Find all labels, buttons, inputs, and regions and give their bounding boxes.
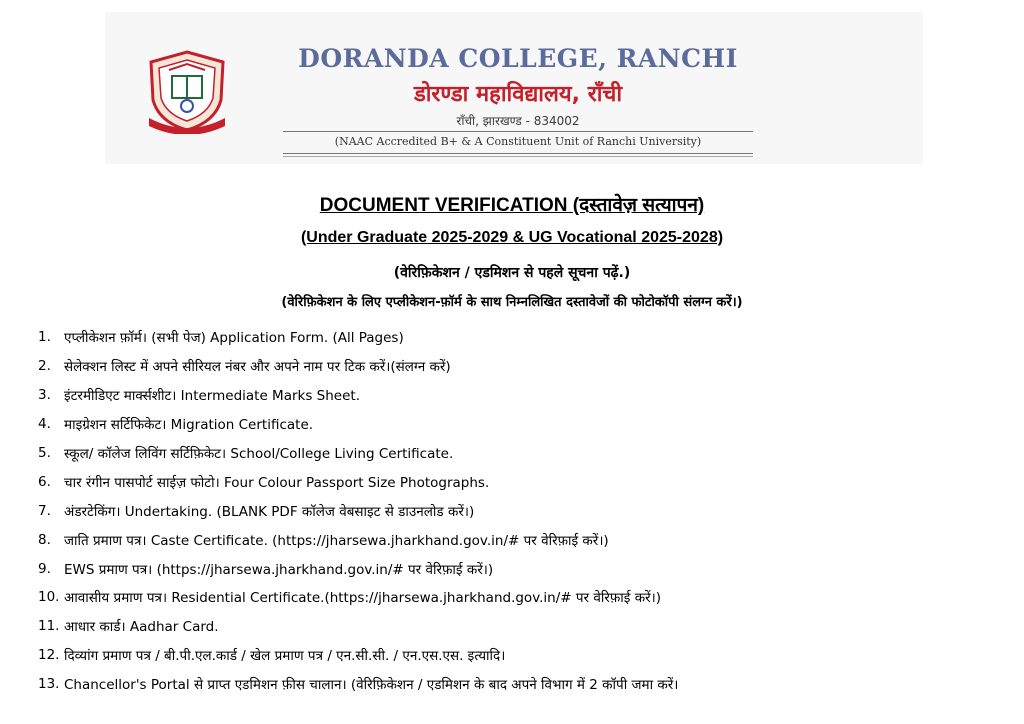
item-text: सेलेक्शन लिस्ट में अपने सीरियल नंबर और अपने नाम पर टिक करें।(संलग्न करें) <box>64 359 451 376</box>
item-number: 6. <box>38 473 51 490</box>
list-item <box>38 439 998 468</box>
notice-subtitle <box>0 229 1024 247</box>
list-item <box>38 496 998 525</box>
item-text: जाति प्रमाण पत्र। Caste Certificate. (https://jharsewa.jharkhand.gov.in/# पर वेरिफ़ाई करें।) <box>64 532 609 549</box>
list-item <box>38 381 998 410</box>
item-number: 1. <box>38 329 51 346</box>
college-name-hindi: डोरण्डा महाविद्यालय, राँची <box>413 82 623 107</box>
item-text: माइग्रेशन सर्टिफिकेट। Migration Certificate. <box>64 417 314 434</box>
item-text: Chancellor's Portal से प्राप्त एडमिशन फ़ीस चालान। (वेरिफ़िकेशन / एडमिशन के बाद अपने विभाग में 2 कॉपी जमा करें। <box>64 677 679 694</box>
item-number: 2. <box>38 358 51 375</box>
list-item <box>38 670 998 699</box>
header-divider <box>283 156 753 157</box>
item-number: 9. <box>38 560 51 577</box>
item-text: स्कूल/ कॉलेज लिविंग सर्टिफ़िकेट। School/College Living Certificate. <box>64 446 454 462</box>
item-number: 13. <box>38 676 60 693</box>
list-item <box>38 525 998 554</box>
item-number: 7. <box>38 502 51 519</box>
notice-instruction: (वेरिफ़िकेशन / एडमिशन से पहले सूचना पढ़ें.) <box>393 265 631 281</box>
college-letterhead <box>105 12 923 164</box>
item-text: इंटरमीडिएट मार्क्सशीट। Intermediate Marks Sheet. <box>64 388 360 405</box>
notice-subtitle-text: (Under Graduate 2025-2029 & UG Vocational 2025-2028) <box>300 229 724 246</box>
list-item <box>38 554 998 583</box>
list-item <box>38 467 998 496</box>
item-text: आवासीय प्रमाण पत्र। Residential Certificate.(https://jharsewa.jharkhand.gov.in/# पर वेरिफ़ाई करें।) <box>64 590 661 607</box>
college-address: राँची, झारखण्ड - 834002 <box>456 114 580 128</box>
list-item <box>38 641 998 670</box>
header-divider <box>283 153 753 154</box>
college-name-english: DORANDA COLLEGE, RANCHI <box>298 44 738 73</box>
item-number: 12. <box>38 647 60 664</box>
item-text: दिव्यांग प्रमाण पत्र / बी.पी.एल.कार्ड / खेल प्रमाण पत्र / एन.सी.सी. / एन.एस.एस. इत्यादि। <box>64 648 506 665</box>
list-item <box>38 352 998 381</box>
accreditation-line: (NAAC Accredited B+ & A Constituent Unit of Ranchi University) <box>334 135 702 148</box>
list-item <box>38 323 998 352</box>
list-item <box>38 410 998 439</box>
item-number: 4. <box>38 416 51 433</box>
item-number: 11. <box>38 618 60 635</box>
list-item <box>38 583 998 612</box>
item-number: 5. <box>38 445 51 461</box>
item-text: एप्लीकेशन फ़ॉर्म। (सभी पेज) Application Form. (All Pages) <box>64 330 404 347</box>
item-text: आधार कार्ड। Aadhar Card. <box>64 619 219 636</box>
item-text: चार रंगीन पासपोर्ट साईज़ फोटो। Four Colour Passport Size Photographs. <box>64 474 490 491</box>
item-number: 3. <box>38 387 51 404</box>
item-text: अंडरटेकिंग। Undertaking. (BLANK PDF कॉलेज वेबसाइट से डाउनलोड करें।) <box>64 503 475 520</box>
list-item <box>38 612 998 641</box>
college-emblem-icon <box>145 48 229 134</box>
notice-title-text: DOCUMENT VERIFICATION (दस्तावेज़ सत्यापन) <box>319 195 705 216</box>
document-checklist <box>38 323 998 699</box>
header-divider <box>283 131 753 132</box>
item-number: 10. <box>38 589 60 606</box>
notice-title <box>0 191 1024 217</box>
item-text: EWS प्रमाण पत्र। (https://jharsewa.jharkhand.gov.in/# पर वेरिफ़ाई करें।) <box>64 561 494 578</box>
attachment-note: (वेरिफ़िकेशन के लिए एप्लीकेशन-फ़ॉर्म के साथ निम्नलिखित दस्तावेजों की फोटोकॉपी संलग्न करें।) <box>281 295 743 310</box>
item-number: 8. <box>38 531 51 548</box>
